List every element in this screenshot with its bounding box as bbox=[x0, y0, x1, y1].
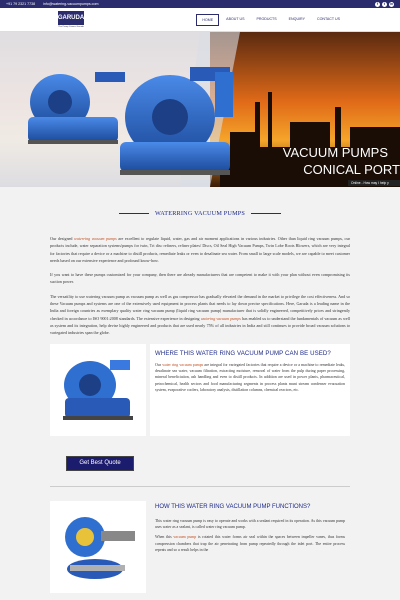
top-contact-bar bbox=[0, 0, 400, 8]
social-links bbox=[375, 2, 394, 7]
intro-paragraph-2: If you want to have these pumps customized for your company, then there are already manufacturers that are competent to make it with your plan without even compromising its suction power. bbox=[50, 272, 350, 285]
usage-text: Our water ring vacuum pumps are integral for variegated factories that require a device or a machine to remediate leaks, desalinate sea water, vacuum filtration, extracting moisture, removal of water from the pulp during paper processing, mineral beneficiation, ash handling and even to distill products. In addition are used in power plants, pharmaceutical, petrochemical, health sectors and food manufacturing segments in process plants muni stream condenser evacuation system, evaporative coolers, laboratory analysis, distillation columns, chemical reactors, etc. bbox=[155, 362, 345, 393]
heading-rule-right bbox=[251, 213, 281, 214]
pump-image bbox=[50, 344, 146, 436]
functions-paragraph-2: When this vacuum pump is rotated this water forms air seal within the spaces between impeller vanes, thus forms compression chambers that trap the air penetrating from pump repeatedly through the inlet port. The entire process repeats and so a result helps in the bbox=[155, 535, 346, 553]
facebook-icon[interactable]: f bbox=[376, 2, 379, 6]
nav-about-us[interactable]: ABOUT US bbox=[226, 16, 245, 21]
pump-parts-image bbox=[50, 501, 146, 593]
section-heading bbox=[0, 207, 400, 219]
functions-title: HOW THIS WATER RING VACUUM PUMP FUNCTIONS? bbox=[155, 503, 311, 510]
hero-image bbox=[0, 32, 400, 187]
live-chat-widget[interactable]: Online - How may I help y bbox=[348, 180, 400, 186]
twitter-icon[interactable]: t bbox=[383, 2, 386, 6]
section-divider bbox=[50, 486, 350, 487]
usage-row bbox=[0, 344, 400, 436]
get-best-quote-button[interactable]: Get Best Quote bbox=[66, 456, 134, 471]
hero-banner bbox=[0, 32, 400, 187]
intro-paragraph-1: Our designed waterring vacuum pumps are excellent to regulate liquid, water, gas and air moment applications in various industries. Other than liquid ring vacuum pumps, our products include, water separation systems/pumps for twin, Tri disc refiners, refiner plates/ Discs, Oil Seal High Vacuum Pumps, Twin Lobe Roots Blowers, which are very integral for factories that require a device or a machine to distill products, remediate leaks or even to desalinate sea water. From small to large scale models, we are capable to meet customer needs based on our extensive experience and profound know-how. bbox=[50, 236, 350, 263]
nav-products[interactable]: PRODUCTS bbox=[256, 16, 277, 21]
linkedin-icon[interactable]: in bbox=[389, 2, 394, 6]
waterring-pumps-link[interactable]: waterring vacuum pumps bbox=[74, 236, 117, 241]
functions-row bbox=[0, 501, 400, 593]
main-nav bbox=[196, 14, 345, 26]
nav-enquiry[interactable]: ENQUIRY bbox=[288, 16, 305, 21]
section-title: WATERRING VACUUM PUMPS bbox=[154, 209, 246, 217]
email-address[interactable]: info@watering-vacuumpumps.com bbox=[43, 2, 99, 6]
heading-rule-left bbox=[119, 213, 149, 214]
logo-tagline: The Pump Comes Garuda bbox=[58, 26, 84, 28]
water-ring-pumps-link[interactable]: water ring vacuum pumps bbox=[162, 362, 204, 367]
functions-paragraph-1: This water ring vacuum pump is easy to operate and works with a sealant required in its operation. As this vacuum pump uses water as a sealant, is called water ring vacuum pump. bbox=[155, 518, 345, 529]
phone-number[interactable]: +91 79 2321 7738 bbox=[6, 2, 36, 6]
usage-title: WHERE THIS WATER RING VACUUM PUMP CAN BE USED? bbox=[155, 349, 331, 357]
nav-home[interactable]: HOME bbox=[196, 14, 219, 26]
intro-copy bbox=[0, 235, 400, 337]
nav-contact-us[interactable]: CONTACT US bbox=[316, 16, 340, 21]
hero-caption-2: CONICAL PORT bbox=[303, 162, 400, 177]
functions-card bbox=[150, 501, 350, 593]
logo-mark: GARUDA bbox=[58, 11, 84, 25]
hero-caption-1: VACUUM PUMPS bbox=[282, 145, 388, 160]
intro-paragraph-3: The versatility to use watering vacuum pump as vacuum pump as well as gas compressor has gradually elevated the demand in the market to privilege the cost effectiveness. And so these Vacuum pumps and systems are one of the extensively used equipment in process plants that needs to lay down precise specifications. Here, Garuda is a leading name in the India and foreign countries as exemplary quality water ring vacuum pump (liquid ring vacuum pump) manufacturer that is solidly engineered, competitively prices and stringently checked in accordance to ISO 9001:2008 standards. The extensive experience in designing watering vacuum pumps has enabled us to understand the fundamentals of vacuum as well as system and its integration, help devise highly engineered and products that are used nearly 75% of all industries in India and still continues to provide broad vacuum solutions to variegated industries span the globe. bbox=[50, 293, 350, 336]
site-header bbox=[0, 8, 400, 32]
usage-card bbox=[150, 344, 350, 436]
watering-pumps-link[interactable]: watering vacuum pumps bbox=[200, 315, 241, 321]
vacuum-pump-link[interactable]: vacuum pump bbox=[173, 535, 197, 540]
garuda-logo[interactable] bbox=[58, 11, 84, 28]
